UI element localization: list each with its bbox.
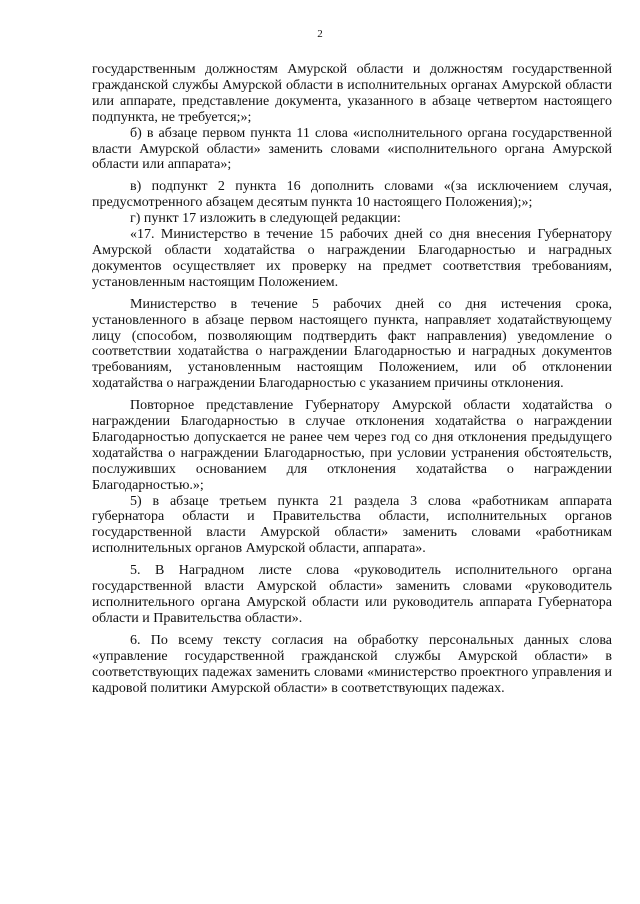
document-body: [92, 62, 612, 696]
paragraph-section-5: 5. В Наградном листе слова «руководитель исполнительного органа государственной власти Амурской области» заменить словами «руководитель исполнительного органа Амурской области или руководитель аппарата Губернатора области и Правительства области».: [92, 563, 612, 626]
page-number: 2: [317, 28, 323, 40]
paragraph-item-17: «17. Министерство в течение 15 рабочих дней со дня внесения Губернатору Амурской области ходатайства о награждении Благодарностью и наградных документов осуществляет их проверку на предмет соответствия требованиям, установленным настоящим Положением.: [92, 227, 612, 290]
paragraph-continuation: государственным должностям Амурской области и должностям государственной гражданской службы Амурской области в исполнительных органах Амурской области или аппарате, представление документа, указанного в абзаце четвертом настоящего подпункта, не требуется;»;: [92, 62, 612, 125]
paragraph-subitem-g: г) пункт 17 изложить в следующей редакции:: [130, 211, 401, 227]
paragraph-subitem-b: б) в абзаце первом пункта 11 слова «исполнительного органа государственной власти Амурской области» заменить словами «исполнительного органа Амурской области или аппарата»;: [92, 125, 612, 173]
paragraph-section-6: 6. По всему тексту согласия на обработку персональных данных слова «управление государственной гражданской службы Амурской области» в соответствующих падежах заменить словами «министерство проектного управления и кадровой политики Амурской области» в соответствующих падежах.: [92, 632, 612, 696]
paragraph-subitem-5: 5) в абзаце третьем пункта 21 раздела 3 слова «работникам аппарата губернатора области и Правительства области, исполнительных органов государственной власти Амурской области» заменить словами «работникам исполнительных органов Амурской области, аппарата».: [92, 493, 612, 557]
paragraph-item-17-part-2: Министерство в течение 5 рабочих дней со дня истечения срока, установленного в абзаце первом настоящего пункта, направляет ходатайствующему лицу (способом, позволяющим подтвердить факт направления) уведомление о соответствии ходатайства о награждении Благодарностью и наградных документов требованиям, установленным настоящим Положением, или об отклонении ходатайства о награждении Благодарностью с указанием причины отклонения.: [92, 296, 612, 392]
paragraph-item-17-part-3: Повторное представление Губернатору Амурской области ходатайства о награждении Благодарностью в случае отклонения ходатайства о награждении Благодарностью допускается не ранее чем через год со дня отклонения предыдущего ходатайства о награждении Благодарностью, при условии устранения обстоятельств, послуживших основанием для отклонения ходатайства о награждении Благодарностью.»;: [92, 398, 612, 493]
paragraph-subitem-v: в) подпункт 2 пункта 16 дополнить словами «(за исключением случая, предусмотренного абзацем десятым пункта 10 настоящего Положения);»;: [92, 179, 612, 211]
